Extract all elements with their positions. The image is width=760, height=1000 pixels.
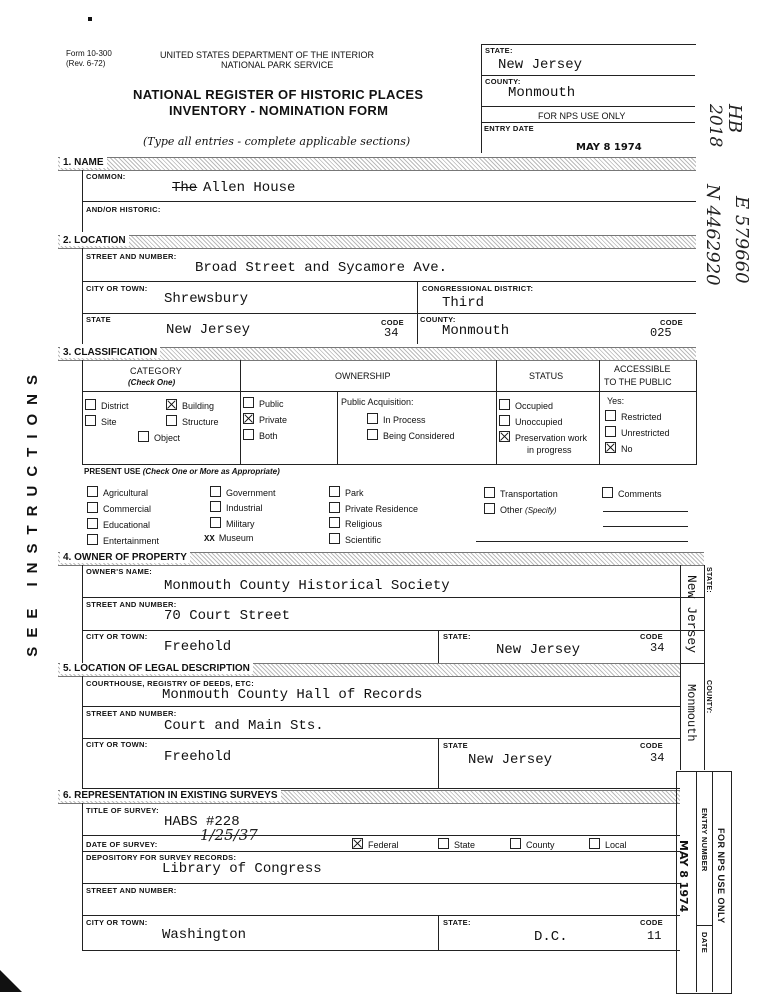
- owner-code-label: CODE: [640, 632, 663, 641]
- category-site[interactable]: Site: [85, 415, 117, 427]
- survey-title-value: HABS #228: [164, 814, 240, 830]
- owner-street-value: 70 Court Street: [164, 608, 291, 624]
- side-nps-use-only: FOR NPS USE ONLY: [716, 828, 726, 924]
- accessible-unrestricted[interactable]: Unrestricted: [605, 426, 670, 438]
- side-state-label: STATE:: [705, 567, 712, 594]
- status-occupied[interactable]: Occupied: [499, 399, 553, 411]
- survey-date-label: DATE OF SURVEY:: [86, 840, 158, 849]
- state-label: STATE: [86, 315, 111, 324]
- owner-city-value: Freehold: [164, 639, 232, 655]
- form-title: NATIONAL REGISTER OF HISTORIC PLACES: [133, 87, 424, 102]
- use-educational[interactable]: Educational: [87, 518, 150, 530]
- survey-state-value: D.C.: [534, 929, 568, 945]
- owner-name-value: Monmouth County Historical Society: [164, 578, 450, 594]
- street-label: STREET AND NUMBER:: [86, 252, 177, 261]
- use-scientific[interactable]: Scientific: [329, 533, 381, 545]
- survey-county[interactable]: County: [510, 838, 555, 850]
- section-title: 6. REPRESENTATION IN EXISTING SURVEYS: [60, 790, 281, 801]
- public-acquisition-label: Public Acquisition:: [341, 397, 414, 407]
- margin-note-zone: 2018: [705, 104, 725, 148]
- use-comments[interactable]: Comments: [602, 487, 662, 499]
- use-transportation[interactable]: Transportation: [484, 487, 558, 499]
- service: NATIONAL PARK SERVICE: [221, 60, 334, 70]
- status-in-progress-label: in progress: [527, 445, 572, 455]
- section-title: 3. CLASSIFICATION: [60, 347, 160, 358]
- check-one-note: (Check One): [128, 378, 176, 387]
- side-entry-number: ENTRY NUMBER: [700, 808, 709, 872]
- use-private-residence[interactable]: Private Residence: [329, 502, 418, 514]
- section-location-header: [58, 235, 696, 249]
- county-code-value: 025: [650, 326, 672, 340]
- section-legal-header: [58, 663, 680, 677]
- survey-title-label: TITLE OF SURVEY:: [86, 806, 159, 815]
- survey-federal[interactable]: Federal: [352, 838, 399, 850]
- survey-date-value: 1/25/37: [200, 826, 258, 844]
- legal-code-label: CODE: [640, 741, 663, 750]
- top-county-value: Monmouth: [508, 85, 576, 101]
- status-label: STATUS: [529, 371, 564, 381]
- use-museum[interactable]: XX Museum: [204, 533, 254, 544]
- entry-date-label: ENTRY DATE: [484, 124, 534, 133]
- category-district[interactable]: District: [85, 399, 129, 411]
- to-public-label: TO THE PUBLIC: [604, 377, 672, 387]
- county-code-label: CODE: [660, 318, 683, 327]
- courthouse-label: COURTHOUSE, REGISTRY OF DEEDS, ETC:: [86, 679, 255, 688]
- common-struck-word: The: [172, 180, 198, 196]
- margin-note-hb: HB: [724, 104, 745, 133]
- section-name-header: [58, 157, 696, 171]
- ownership-public[interactable]: Public: [243, 397, 284, 409]
- accessible-label: ACCESSIBLE: [614, 364, 671, 374]
- section-owner-header: [58, 552, 704, 566]
- see-instructions: SEE INSTRUCTIONS: [24, 366, 41, 657]
- legal-street-value: Court and Main Sts.: [164, 718, 324, 734]
- section-title: 4. OWNER OF PROPERTY: [60, 552, 190, 563]
- legal-state-label: STATE: [443, 741, 468, 750]
- owner-code-value: 34: [650, 641, 665, 655]
- side-county-value: Monmouth: [684, 684, 698, 742]
- nps-use-only: FOR NPS USE ONLY: [538, 111, 626, 121]
- survey-code-label: CODE: [640, 918, 663, 927]
- owner-state-label: STATE:: [443, 632, 471, 641]
- margin-note-easting: E 579660: [731, 196, 752, 284]
- use-religious[interactable]: Religious: [329, 517, 382, 529]
- department: UNITED STATES DEPARTMENT OF THE INTERIOR: [160, 50, 375, 60]
- form-revision: (Rev. 6-72): [66, 59, 106, 68]
- county-label: COUNTY:: [420, 315, 456, 324]
- legal-code-value: 34: [650, 751, 665, 765]
- side-county-label: COUNTY:: [705, 680, 712, 714]
- form-subtitle: INVENTORY - NOMINATION FORM: [169, 103, 389, 118]
- ownership-label: OWNERSHIP: [335, 371, 391, 381]
- other-specify-note: (Specify): [525, 506, 557, 515]
- city-value: Shrewsbury: [164, 291, 249, 307]
- congressional-label: CONGRESSIONAL DISTRICT:: [422, 284, 534, 293]
- survey-code-value: 11: [647, 929, 662, 943]
- survey-state-label: STATE:: [443, 918, 471, 927]
- state-code-value: 34: [384, 326, 399, 340]
- depository-label: DEPOSITORY FOR SURVEY RECORDS:: [86, 853, 237, 862]
- corner-mark: [0, 970, 22, 992]
- side-date-label: DATE: [700, 932, 709, 954]
- margin-note-northing: N 4462920: [702, 184, 723, 286]
- section-surveys-header: [58, 790, 680, 804]
- state-code-label: CODE: [381, 318, 404, 327]
- owner-name-label: OWNER'S NAME:: [86, 567, 153, 576]
- accessible-no[interactable]: No: [605, 442, 633, 454]
- category-structure[interactable]: Structure: [166, 415, 219, 427]
- common-name-value: Allen House: [203, 180, 296, 196]
- top-state-value: New Jersey: [498, 57, 583, 73]
- acquisition-being-considered[interactable]: Being Considered: [367, 429, 455, 441]
- owner-state-value: New Jersey: [496, 642, 581, 658]
- top-county-label: COUNTY:: [485, 77, 521, 86]
- section-title: 2. LOCATION: [60, 235, 129, 246]
- depository-value: Library of Congress: [162, 861, 322, 877]
- use-other[interactable]: Other (Specify): [484, 503, 557, 515]
- survey-city-label: CITY OR TOWN:: [86, 918, 148, 927]
- side-date-stamp: MAY 8 1974: [677, 840, 690, 913]
- scan-mark: [88, 17, 92, 21]
- status-preservation[interactable]: Preservation work: [499, 431, 587, 443]
- use-industrial[interactable]: Industrial: [210, 501, 263, 513]
- survey-street-label: STREET AND NUMBER:: [86, 886, 177, 895]
- section-title: 1. NAME: [60, 157, 107, 168]
- use-park[interactable]: Park: [329, 486, 364, 498]
- city-label: CITY OR TOWN:: [86, 284, 148, 293]
- present-use-label: PRESENT USE (Check One or More as Appropriate): [84, 467, 280, 476]
- section-title: 5. LOCATION OF LEGAL DESCRIPTION: [60, 663, 253, 674]
- survey-city-value: Washington: [162, 927, 247, 943]
- congressional-value: Third: [442, 295, 485, 311]
- ownership-both[interactable]: Both: [243, 429, 278, 441]
- survey-local[interactable]: Local: [589, 838, 627, 850]
- common-label: COMMON:: [86, 172, 126, 181]
- accessible-restricted[interactable]: Restricted: [605, 410, 662, 422]
- courthouse-value: Monmouth County Hall of Records: [162, 687, 423, 703]
- form-number: Form 10-300: [66, 49, 112, 58]
- status-unoccupied[interactable]: Unoccupied: [499, 415, 563, 427]
- legal-state-value: New Jersey: [468, 752, 553, 768]
- top-state-label: STATE:: [485, 46, 513, 55]
- legal-city-label: CITY OR TOWN:: [86, 740, 148, 749]
- accessible-yes-label: Yes:: [607, 396, 625, 406]
- side-state-value: New Jersey: [684, 575, 699, 654]
- type-instruction: (Type all entries - complete applicable sections): [143, 135, 411, 148]
- acquisition-in-process[interactable]: In Process: [367, 413, 426, 425]
- street-value: Broad Street and Sycamore Ave.: [195, 260, 448, 276]
- county-value: Monmouth: [442, 323, 510, 339]
- use-military[interactable]: Military: [210, 517, 255, 529]
- category-building[interactable]: Building: [166, 399, 214, 411]
- legal-city-value: Freehold: [164, 749, 232, 765]
- owner-street-label: STREET AND NUMBER:: [86, 600, 177, 609]
- category-label: CATEGORY: [130, 366, 183, 376]
- state-value: New Jersey: [166, 322, 251, 338]
- survey-state[interactable]: State: [438, 838, 475, 850]
- ownership-private[interactable]: Private: [243, 413, 287, 425]
- use-government[interactable]: Government: [210, 486, 276, 498]
- use-commercial[interactable]: Commercial: [87, 502, 151, 514]
- entry-date-stamp: MAY 8 1974: [576, 142, 642, 153]
- section-classification-header: [58, 347, 696, 361]
- legal-street-label: STREET AND NUMBER:: [86, 709, 177, 718]
- historic-label: AND/OR HISTORIC:: [86, 205, 161, 214]
- owner-city-label: CITY OR TOWN:: [86, 632, 148, 641]
- use-entertainment[interactable]: Entertainment: [87, 534, 159, 546]
- present-use-note: (Check One or More as Appropriate): [142, 467, 280, 476]
- category-object[interactable]: Object: [138, 431, 180, 443]
- use-agricultural[interactable]: Agricultural: [87, 486, 148, 498]
